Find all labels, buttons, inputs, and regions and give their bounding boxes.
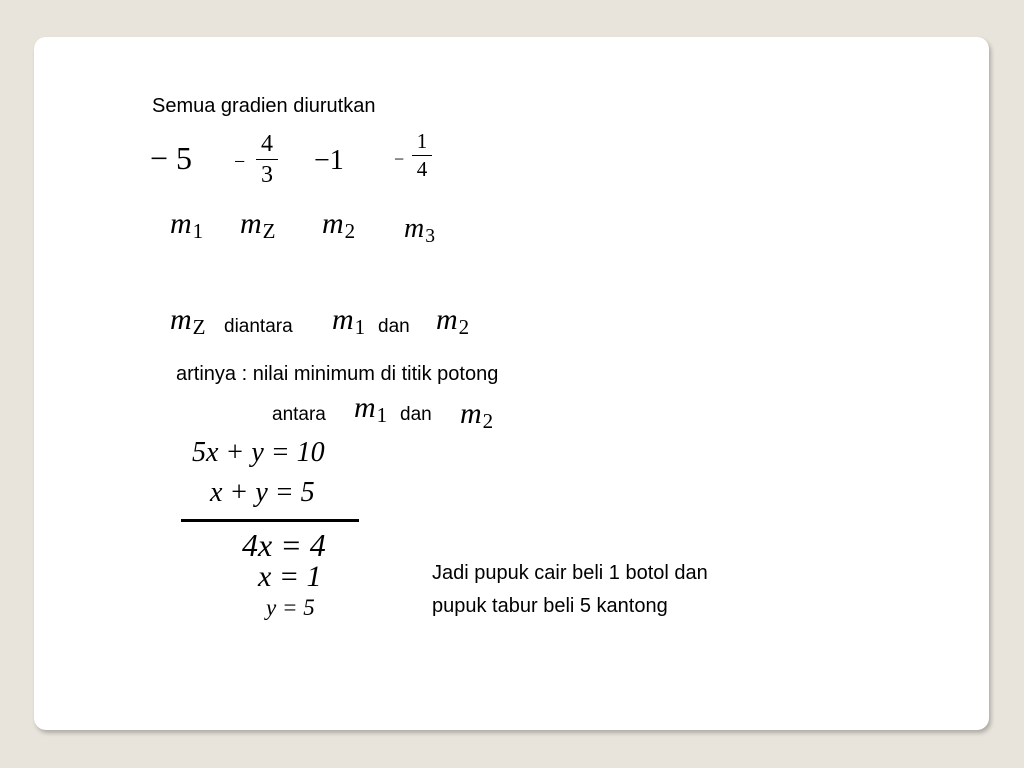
m-symbol: m — [332, 303, 354, 336]
gradient-value-2-fraction — [256, 132, 278, 187]
m-symbol: m — [170, 207, 192, 240]
m-symbol: m — [322, 207, 344, 240]
statement-m2 — [436, 303, 470, 340]
subtraction-rule — [181, 519, 359, 522]
conclusion-line-2: pupuk tabur beli 5 kantong — [432, 595, 668, 617]
statement-mz — [170, 303, 206, 340]
heading-text: Semua gradien diurutkan — [152, 95, 376, 117]
fraction-bar — [256, 159, 278, 160]
subscript: 2 — [344, 219, 356, 244]
m-symbol: m — [436, 303, 458, 336]
m-symbol: m — [354, 391, 376, 424]
m-symbol: m — [170, 303, 192, 336]
fraction-denominator: 3 — [261, 162, 273, 188]
gradient-value-3: −1 — [314, 145, 344, 176]
equation-2: x + y = 5 — [210, 477, 315, 508]
fraction-denominator: 4 — [416, 157, 428, 181]
fraction-bar — [412, 155, 432, 156]
gradient-value-2-sign: − — [234, 151, 246, 173]
label-m3 — [404, 213, 435, 245]
equation-4: x = 1 — [258, 560, 322, 593]
statement-m1 — [332, 303, 366, 340]
statement-antara-m2 — [460, 397, 494, 434]
subscript: Z — [192, 315, 206, 340]
statement-dan: dan — [378, 316, 410, 337]
conclusion-text — [432, 557, 708, 623]
statement-diantara: diantara — [224, 316, 293, 337]
subscript: 1 — [192, 219, 204, 244]
slide-canvas — [34, 37, 989, 730]
equation-3: 4x = 4 — [242, 527, 326, 563]
subscript: 1 — [354, 315, 366, 340]
subscript: 2 — [482, 409, 494, 434]
subscript: 2 — [458, 315, 470, 340]
statement-artinya: artinya : nilai minimum di titik potong — [176, 363, 499, 385]
m-symbol: m — [460, 397, 482, 430]
fraction-numerator: 4 — [261, 131, 273, 157]
gradient-value-1: − 5 — [150, 140, 193, 176]
m-symbol: m — [240, 207, 262, 240]
gradient-value-4-fraction — [412, 131, 432, 180]
m-symbol: m — [404, 213, 425, 244]
equation-5: y = 5 — [266, 595, 315, 620]
gradient-value-4-sign: − — [394, 149, 405, 169]
subscript: 1 — [376, 403, 388, 428]
conclusion-line-1: Jadi pupuk cair beli 1 botol dan — [432, 562, 708, 584]
fraction-numerator: 1 — [416, 129, 428, 153]
label-m2 — [322, 207, 356, 244]
subscript: Z — [262, 219, 276, 244]
statement-antara-dan: dan — [400, 404, 432, 425]
label-mz — [240, 207, 276, 244]
label-m1 — [170, 207, 204, 244]
statement-antara-m1 — [354, 391, 388, 428]
statement-antara: antara — [272, 404, 326, 425]
equation-1: 5x + y = 10 — [192, 437, 325, 468]
subscript: 3 — [425, 225, 436, 247]
